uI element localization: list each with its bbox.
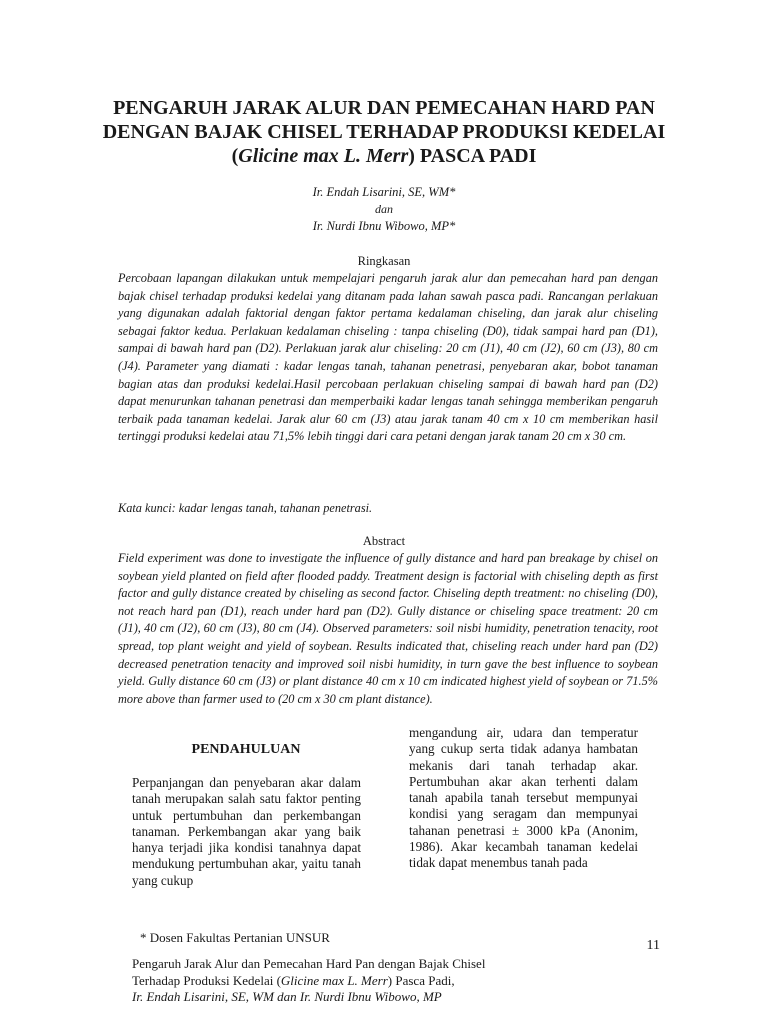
ringkasan-text: Percobaan lapangan dilakukan untuk mempelajari pengaruh jarak alur dan pemecahan hard pan dengan bajak chisel terhadap produksi kedelai yang ditanam pada lahan sawah pasca padi. Rancangan perlakuan yang digunakan adalah faktorial dengan faktor pertama kedalaman chiseling, dan jarak alur chiseling sebagai faktor kedua. Perlakuan kedalaman chiseling : tanpa chiseling (D0), tidak sampai hard pan (D1), sampai di bawah hard pan (D2). Perlakuan jarak alur chiseling: 20 cm (J1), 40 cm (J2), 60 cm (J3), 80 cm (J4). Parameter yang diamati : kadar lengas tanah, tahanan penetrasi, penyebaran akar, bobot tanaman bagian atas dan produksi kedelai.Hasil percobaan perlakuan chiseling sampai di bawah hard pan (D2) dapat menurunkan tahanan penetrasi dan memperbaiki kadar lengas tanah sehingga memberikan pengaruh terbaik pada tanaman kedelai. Jarak alur 60 cm (J3) atau jarak tanam 40 cm x 10 cm memberikan hasil tertinggi produksi kedelai atau 71,5% lebih tinggi dari cara petani dengan jarak tanam 20 cm x 30 cm. [118, 271, 658, 444]
citation-text-end: ) Pasca Padi, [387, 972, 455, 988]
keywords: Kata kunci: kadar lengas tanah, tahanan penetrasi. [118, 501, 373, 515]
citation-footer [132, 956, 662, 1006]
title-text: PENGARUH JARAK ALUR DAN PEMECAHAN HARD PAN DENGAN BAJAK CHISEL TERHADAP PRODUKSI KEDELAI ( [102, 97, 666, 167]
author-block [0, 184, 768, 235]
abstract-text: Field experiment was done to investigate the influence of gully distance and hard pan breakage by chisel on soybean yield planted on field after flooded paddy. Treatment design is factorial with chiseling depth as first factor and gully distance created by chiseling as second factor. Chiseling depth treatment: no chiseling (D0), not reach hard pan (D1), reach under hard pan (D2). Gully distance or chiseling space treatment: 20 cm (J1), 40 cm (J2), 60 cm (J3), 80 cm (J4). Observed parameters: soil nisbi humidity, penetration tenacity, root spread, top plant weight and yield of soybean. Results indicated that, chiseling reach under hard pan (D2) decreased penetration tenacity and improved soil nisbi humidity, in turn gave the best influence to soybean yield. Gully distance 60 cm (J3) or plant distance 40 cm x 10 cm indicated highest yield of soybean or 71.5% more above than farmer used to (20 cm x 30 cm plant distance). [118, 551, 658, 706]
page-number: 11 [646, 938, 660, 953]
pendahuluan-left-column: Perpanjangan dan penyebaran akar dalam tanah merupakan salah satu faktor penting untuk pertumbuhan dan perkembangan tanaman. Perkembangan akar yang baik hanya terjadi jika kondisi tanahnya dapat mendukung pertumbuhan akar, yaitu tanah yang cukup [132, 775, 361, 888]
title-species-name: Glicine max L. Merr [238, 145, 409, 167]
ringkasan-heading: Ringkasan [357, 254, 411, 268]
abstract-heading: Abstract [362, 534, 406, 548]
citation-line-2 [132, 973, 662, 990]
title-text-end: ) PASCA PADI [408, 145, 537, 167]
author-conjunction: dan [375, 202, 393, 216]
pendahuluan-right-column: mengandung air, udara dan temperatur yang cukup serta tidak adanya hambatan mekanis dari tanah terhadap akar. Pertumbuhan akar akan terhenti dalam tanah apabila tanah tersebut mempunyai kondisi yang seragam dan mempunyai tahanan penetrasi ± 3000 kPa (Anonim, 1986). Akar kecambah tanaman kedelai tidak dapat menembus tanah pada [409, 725, 638, 871]
pendahuluan-heading: PENDAHULUAN [191, 742, 301, 757]
citation-line-1: Pengaruh Jarak Alur dan Pemecahan Hard Pan dengan Bajak Chisel [132, 956, 486, 971]
citation-species-name: Glicine max L. Merr [280, 972, 388, 988]
author-1: Ir. Endah Lisarini, SE, WM* [312, 185, 456, 199]
paper-title [100, 96, 668, 168]
citation-text: Terhadap Produksi Kedelai ( [132, 972, 281, 988]
citation-authors: Ir. Endah Lisarini, SE, WM dan Ir. Nurdi Ibnu Wibowo, MP [132, 989, 442, 1004]
footnote: * Dosen Fakultas Pertanian UNSUR [140, 930, 330, 945]
author-2: Ir. Nurdi Ibnu Wibowo, MP* [312, 219, 456, 233]
